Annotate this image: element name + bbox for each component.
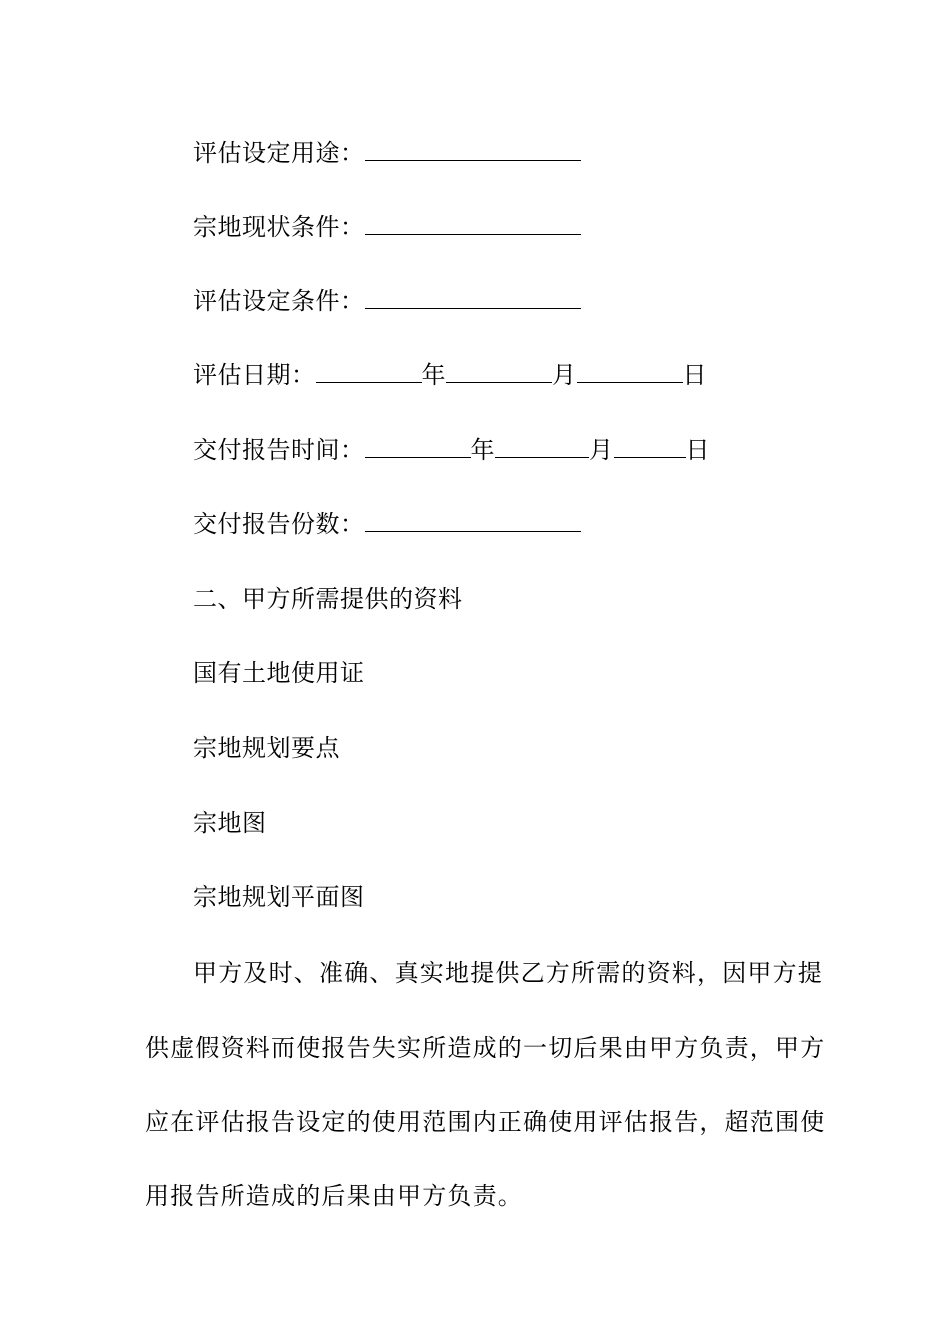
delivery-year-blank — [365, 435, 471, 458]
list-item: 宗地规划平面图 — [193, 883, 365, 911]
field-eval-date-label: 评估日期： — [193, 361, 316, 389]
month-text: 月 — [589, 436, 614, 464]
paragraph-line: 应在评估报告设定的使用范围内正确使用评估报告，超范围使 — [145, 1108, 826, 1136]
condition-blank — [365, 286, 581, 309]
status-blank — [365, 212, 581, 235]
eval-month-blank — [446, 360, 552, 383]
list-item: 宗地规划要点 — [193, 734, 340, 762]
section-heading: 二、甲方所需提供的资料 — [193, 585, 463, 613]
paragraph-line: 用报告所造成的后果由甲方负责。 — [145, 1182, 523, 1210]
list-item: 国有土地使用证 — [193, 659, 365, 687]
usage-blank — [365, 138, 581, 161]
day-text: 日 — [682, 361, 707, 389]
delivery-day-blank — [614, 435, 686, 458]
field-copies-label: 交付报告份数： — [193, 510, 365, 538]
day-text: 日 — [685, 436, 710, 464]
month-text: 月 — [552, 361, 577, 389]
field-condition-label: 评估设定条件： — [193, 287, 365, 315]
field-copies — [193, 509, 581, 539]
list-item: 宗地图 — [193, 809, 267, 837]
field-eval-date — [193, 360, 707, 390]
eval-day-blank — [577, 360, 683, 383]
field-status-label: 宗地现状条件： — [193, 213, 365, 241]
field-status — [193, 212, 581, 242]
paragraph-line: 供虚假资料而使报告失实所造成的一切后果由甲方负责，甲方 — [145, 1034, 826, 1062]
field-usage — [193, 138, 581, 168]
paragraph-line: 甲方及时、准确、真实地提供乙方所需的资料，因甲方提 — [193, 959, 823, 987]
eval-year-blank — [316, 360, 422, 383]
year-text: 年 — [421, 361, 446, 389]
field-usage-label: 评估设定用途： — [193, 139, 365, 167]
delivery-month-blank — [495, 435, 589, 458]
year-text: 年 — [470, 436, 495, 464]
field-delivery-time — [193, 435, 710, 465]
field-delivery-time-label: 交付报告时间： — [193, 436, 365, 464]
copies-blank — [365, 509, 581, 532]
field-condition — [193, 286, 581, 316]
